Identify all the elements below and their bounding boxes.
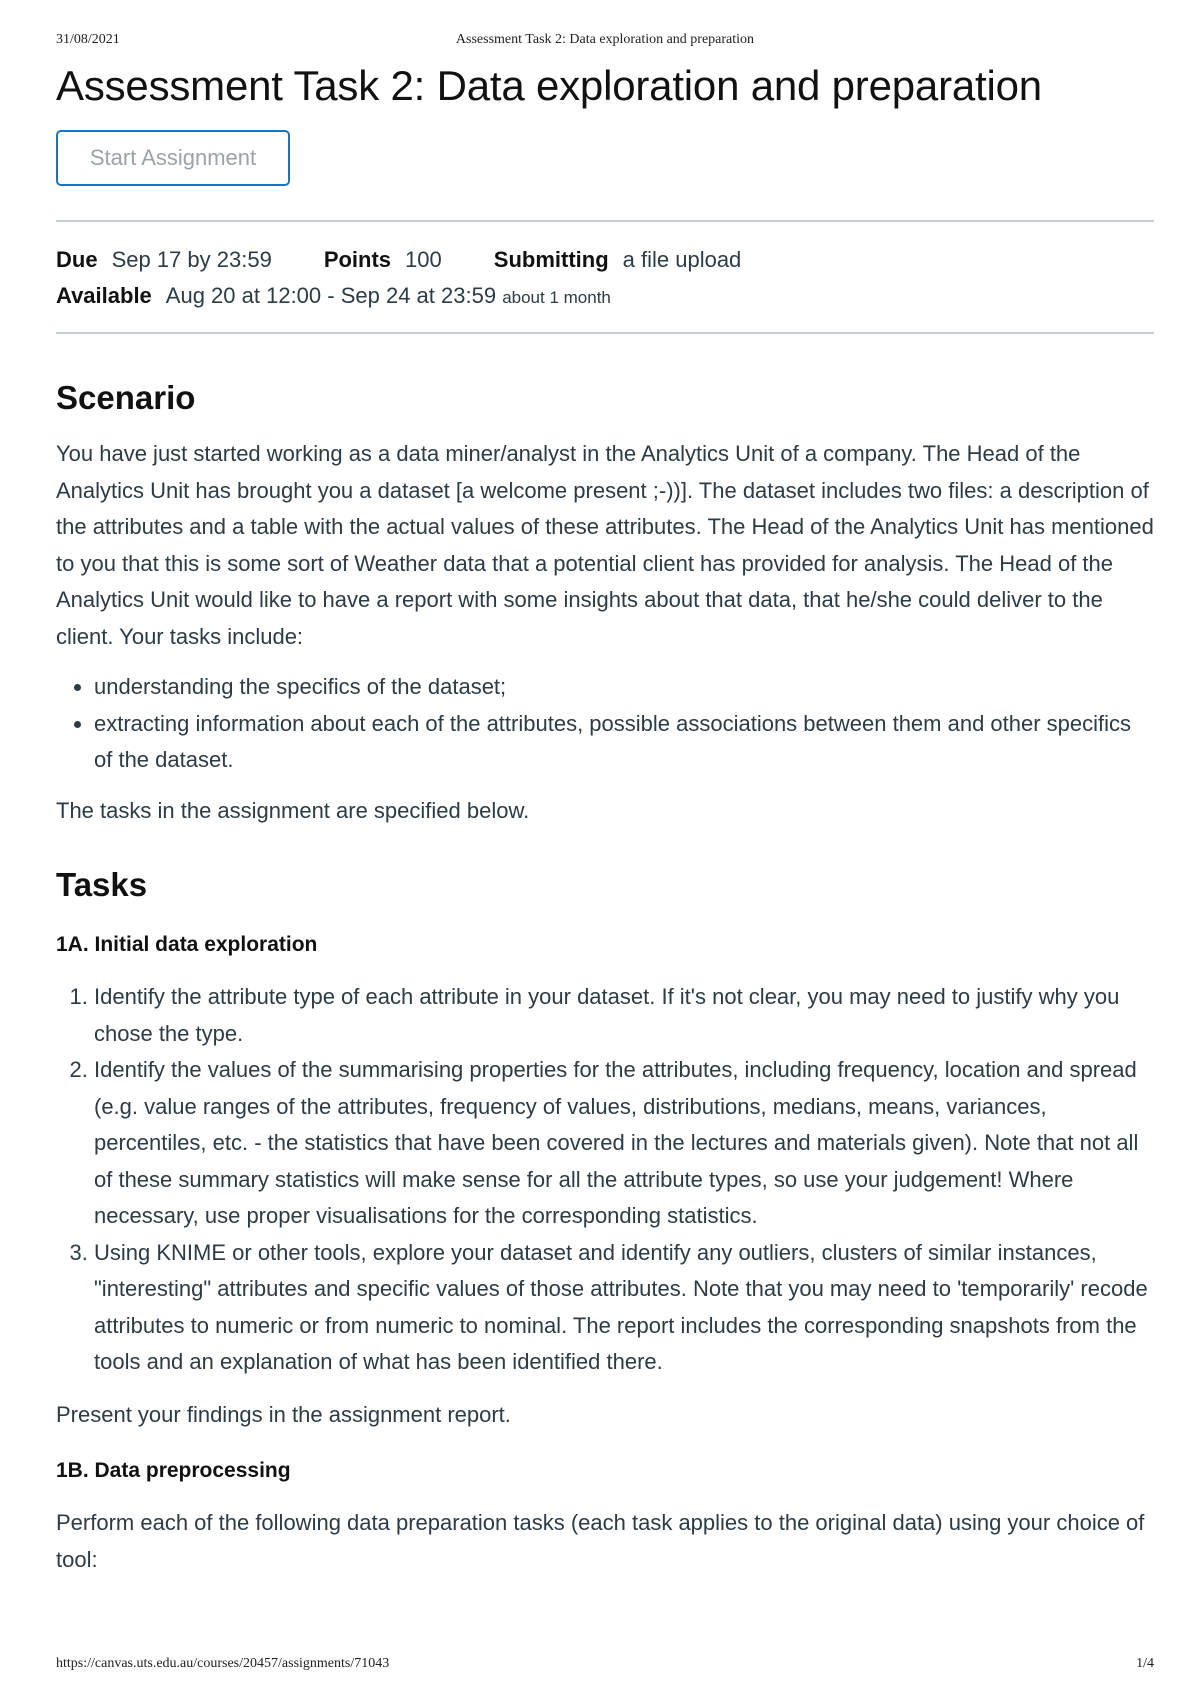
print-header — [56, 32, 1154, 52]
points-label: Points — [323, 247, 392, 272]
section-1a-list — [56, 979, 1154, 1381]
assignment-details — [56, 222, 1154, 332]
print-url: https://canvas.uts.edu.au/courses/20457/assignments/71043 — [56, 1656, 390, 1671]
section-1b-heading: 1B. Data preprocessing — [56, 1459, 291, 1482]
page-title: Assessment Task 2: Data exploration and preparation — [56, 62, 1042, 109]
due-label: Due — [56, 247, 98, 272]
submitting-label: Submitting — [493, 247, 609, 272]
scenario-paragraph: You have just started working as a data miner/analyst in the Analytics Unit of a company. The Head of the Analytics Unit has brought you a dataset [a welcome present ;-))]. The dataset includes two files: a description of the attributes and a table with the actual values of these attributes. The Head of the Analytics Unit has mentioned to you that this is some sort of Weather data that a potential client has provided for analysis. The Head of the Analytics Unit would like to have a report with some insights about that data, that he/she could deliver to the client. Your tasks include: — [56, 441, 1154, 649]
divider-bottom — [56, 332, 1154, 334]
details-row-available — [56, 278, 1154, 314]
scenario-closing: The tasks in the assignment are specified below. — [56, 797, 530, 823]
available-value: Aug 20 at 12:00 - Sep 24 at 23:59 — [165, 283, 497, 308]
scenario-heading: Scenario — [56, 379, 196, 416]
available-note: about 1 month — [502, 288, 611, 307]
section-1a-heading: 1A. Initial data exploration — [56, 933, 318, 956]
print-footer — [56, 1656, 1154, 1676]
points-value: 100 — [405, 247, 442, 272]
section-1b-paragraph: Perform each of the following data preparation tasks (each task applies to the original data) using your choice of tool: — [56, 1510, 1145, 1572]
details-row-due — [56, 242, 1154, 278]
print-date: 31/08/2021 — [56, 32, 120, 47]
list-item: 1. Identify the attribute type of each attribute in your dataset. If it's not clear, you may need to justify why you chose the type. — [94, 979, 1154, 1052]
start-assignment-button[interactable]: Start Assignment — [56, 130, 290, 186]
list-item: • extracting information about each of the attributes, possible associations between them and other specifics of the dataset. — [94, 706, 1154, 779]
print-header-title: Assessment Task 2: Data exploration and preparation — [455, 32, 755, 47]
list-item: 2. Identify the values of the summarising properties for the attributes, including frequency, location and spread (e.g. value ranges of the attributes, frequency of values, distributions, medians, means, variances, percentiles, etc. - the statistics that have been covered in the lectures and materials given). Note that not all of these summary statistics will make sense for all the attribute types, so use your judgement! Where necessary, use proper visualisations for the corresponding statistics. — [94, 1052, 1154, 1235]
due-value: Sep 17 by 23:59 — [111, 247, 272, 272]
tasks-heading: Tasks — [56, 866, 148, 903]
submitting-value: a file upload — [622, 247, 742, 272]
list-item: • understanding the specifics of the dataset; — [94, 669, 1154, 706]
page-number: 1/4 — [1136, 1656, 1154, 1671]
available-label: Available — [56, 283, 152, 308]
assignment-content — [56, 58, 1154, 1578]
section-1a-closing: Present your findings in the assignment report. — [56, 1401, 511, 1427]
scenario-bullet-list — [56, 669, 1154, 779]
list-item: 3. Using KNIME or other tools, explore your dataset and identify any outliers, clusters of similar instances, "interesting" attributes and specific values of those attributes. Note that you may need to 'temporarily' recode attributes to numeric or from numeric to nominal. The report includes the corresponding snapshots from the tools and an explanation of what has been identified there. — [94, 1235, 1154, 1381]
